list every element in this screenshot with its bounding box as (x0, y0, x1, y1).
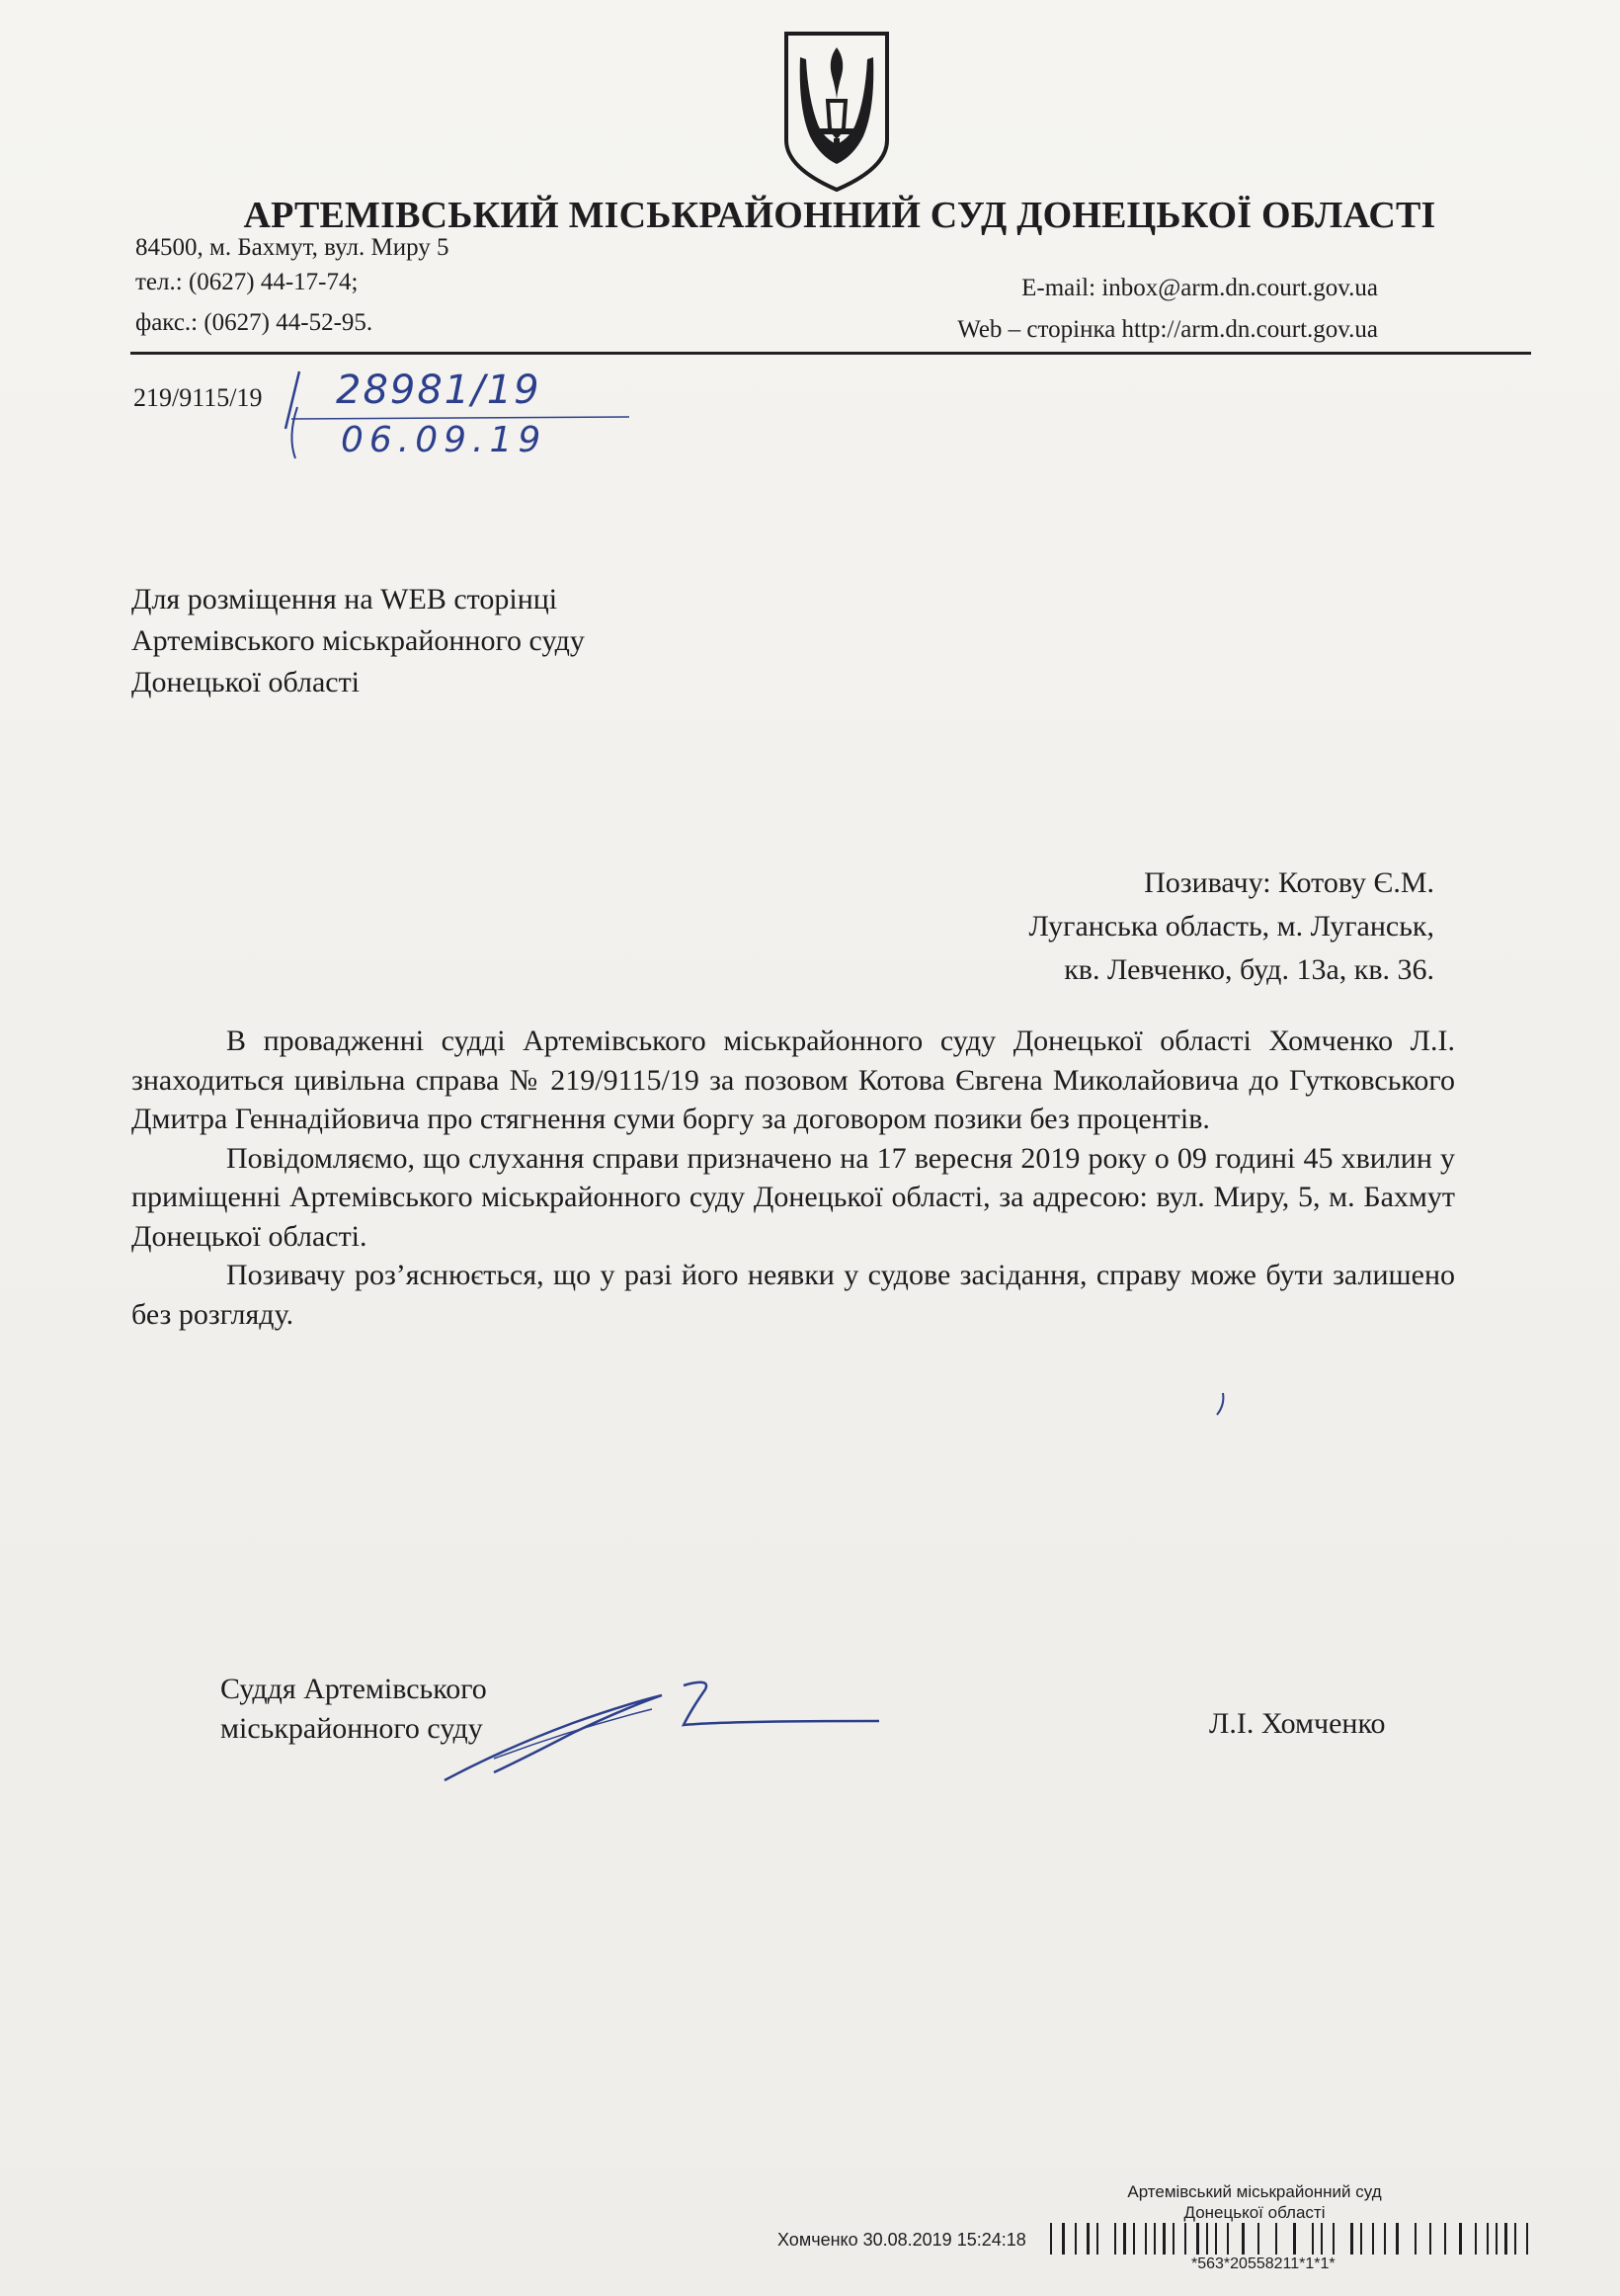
barcode-bar (1504, 2223, 1507, 2255)
court-phone: тел.: (0627) 44-17-74; (135, 269, 359, 295)
addressee-line: Донецької області (131, 666, 361, 698)
plaintiff-line: кв. Левченко, буд. 13а, кв. 36. (1064, 953, 1434, 986)
barcode-bar (1227, 2223, 1229, 2255)
plaintiff-line: Позивачу: Котову Є.М. (1144, 866, 1434, 899)
barcode-bar (1087, 2223, 1090, 2255)
signature-title-line: Суддя Артемівського (220, 1673, 487, 1705)
body-paragraph: Позивачу роз’яснюється, що у разі його неявки у судове засідання, справу може бути залишено без розгляду. (131, 1259, 1455, 1331)
case-number: 219/9115/19 (133, 383, 263, 412)
barcode-bar (1333, 2223, 1335, 2255)
operator-timestamp: Хомченко 30.08.2019 15:24:18 (777, 2230, 1026, 2250)
barcode-code: *563*20558211*1*1* (1191, 2255, 1336, 2272)
barcode-bar (1215, 2223, 1217, 2255)
court-email: E-mail: inbox@arm.dn.court.gov.ua (1021, 275, 1378, 301)
footer-court-line: Донецької області (1183, 2203, 1326, 2222)
barcode-bar (1096, 2223, 1098, 2255)
barcode-bar (1487, 2223, 1489, 2255)
barcode-bar (1114, 2223, 1116, 2255)
court-fax: факс.: (0627) 44-52-95. (135, 309, 373, 336)
handwritten-incoming-date: 06.09.19 (341, 420, 547, 460)
barcode-bar (1154, 2223, 1156, 2255)
barcode-bar (1514, 2223, 1516, 2255)
barcode-bar (1275, 2223, 1277, 2255)
footer-court-line: Артемівський міськрайонний суд (1127, 2182, 1382, 2201)
barcode-bar (1475, 2223, 1477, 2255)
plaintiff-block (1029, 861, 1434, 992)
barcode-bar (1050, 2223, 1052, 2255)
signature-title-line: міськрайонного суду (220, 1712, 483, 1745)
court-address: 84500, м. Бахмут, вул. Миру 5 (135, 234, 449, 261)
coat-of-arms-icon (778, 30, 895, 194)
barcode-bar (1257, 2223, 1259, 2255)
barcode-bar (1123, 2223, 1126, 2255)
barcode-bar (1196, 2223, 1199, 2255)
document-barcode (1050, 2223, 1534, 2255)
barcode-bar (1429, 2223, 1431, 2255)
barcode-bar (1384, 2223, 1386, 2255)
addressee-block (131, 579, 585, 703)
barcode-bar (1526, 2223, 1528, 2255)
barcode-bar (1360, 2223, 1362, 2255)
barcode-bar (1062, 2223, 1065, 2255)
barcode-bar (1350, 2223, 1353, 2255)
header-divider (130, 352, 1531, 355)
barcode-bar (1312, 2223, 1314, 2255)
barcode-bar (1206, 2223, 1208, 2255)
handwritten-signature (425, 1670, 889, 1788)
footer-court-stamp (1077, 2181, 1432, 2223)
barcode-bar (1293, 2223, 1296, 2255)
barcode-bar (1173, 2223, 1174, 2255)
body-paragraph: В провадженні судді Артемівського міськрайонного суду Донецької області Хомченко Л.І. знаходиться цивільна справа № 219/9115/19 за позовом Котова Євгена Миколайовича до Гутковського Дмитра Геннадійовича про стягнення суми боргу за договором позики без процентів. (131, 1025, 1455, 1135)
pen-mark (1213, 1391, 1227, 1417)
judge-name: Л.І. Хомченко (1209, 1707, 1386, 1740)
barcode-bar (1133, 2223, 1135, 2255)
handwritten-incoming-number: 28981/19 (336, 368, 541, 413)
barcode-bar (1184, 2223, 1186, 2255)
addressee-line: Для розміщення на WEB сторінці (131, 583, 558, 615)
letter-body (131, 1022, 1455, 1334)
barcode-bar (1459, 2223, 1462, 2255)
barcode-bar (1321, 2223, 1323, 2255)
barcode-bar (1145, 2223, 1147, 2255)
court-title: АРТЕМІВСЬКИЙ МІСЬКРАЙОННИЙ СУД ДОНЕЦЬКОЇ ОБЛАСТІ (243, 195, 1436, 236)
barcode-bar (1415, 2223, 1417, 2255)
addressee-line: Артемівського міськрайонного суду (131, 624, 585, 657)
barcode-bar (1444, 2223, 1446, 2255)
barcode-bar (1163, 2223, 1166, 2255)
barcode-bar (1396, 2223, 1399, 2255)
barcode-bar (1496, 2223, 1498, 2255)
plaintiff-line: Луганська область, м. Луганськ, (1028, 910, 1434, 943)
barcode-bar (1075, 2223, 1077, 2255)
body-paragraph: Повідомляємо, що слухання справи призначено на 17 вересня 2019 року о 09 годині 45 хвилин у приміщенні Артемівського міськрайонного суду Донецької області, за адресою: вул. Миру, 5, м. Бахмут Донецької області. (131, 1141, 1455, 1253)
court-website: Web – сторінка http://arm.dn.court.gov.ua (957, 316, 1378, 343)
barcode-bar (1372, 2223, 1374, 2255)
barcode-bar (1242, 2223, 1245, 2255)
